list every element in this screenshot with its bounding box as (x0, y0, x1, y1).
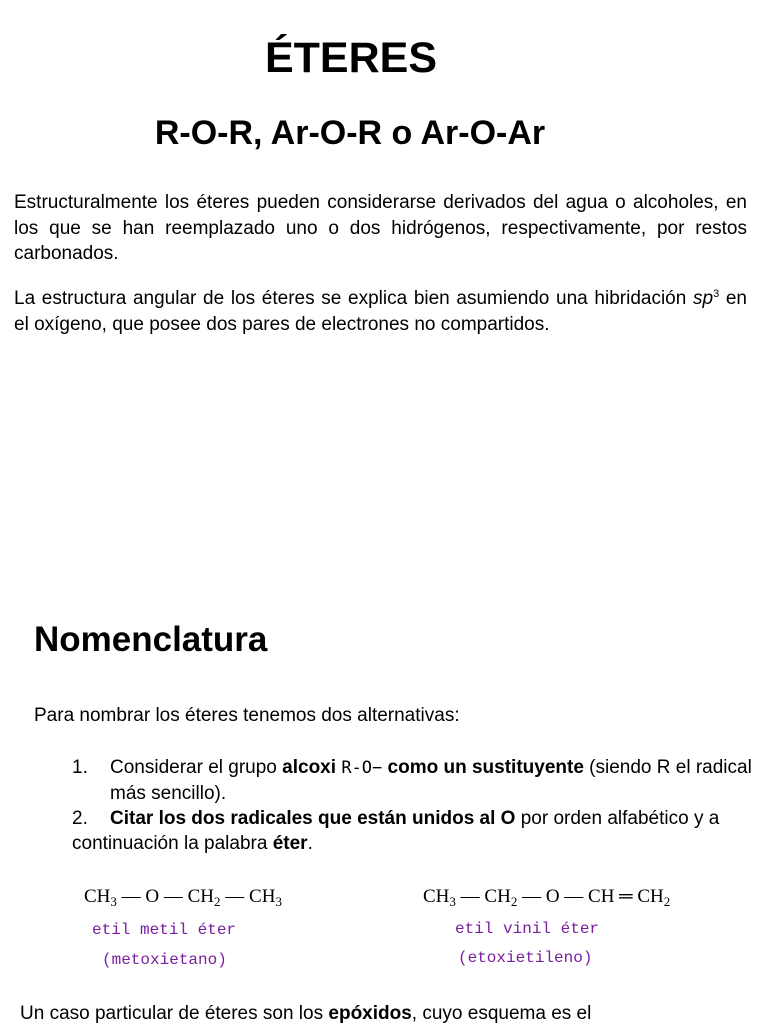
list-item (72, 755, 762, 806)
formula-subscript: 3 (110, 894, 117, 909)
compound-iupac-name: (etoxietileno) (458, 949, 593, 967)
paragraph-hybridization (14, 286, 747, 337)
list-text: Considerar el grupo (110, 757, 283, 778)
sp-superscript: 3 (713, 288, 720, 300)
list-number: 1. (72, 757, 88, 778)
formula-subscript: 2 (510, 894, 518, 909)
list-bold: Citar los dos radicales que están unidos al O (110, 808, 516, 829)
formula-part: — CH (455, 886, 511, 907)
paragraph-text-before: La estructura angular de los éteres se explica bien asumiendo una hibridación (14, 288, 693, 309)
compound-name: etil vinil éter (455, 920, 600, 938)
page-subtitle: R-O-R, Ar-O-R o Ar-O-Ar (154, 114, 546, 152)
intro-text: Para nombrar los éteres tenemos dos alternativas: (34, 705, 460, 726)
paragraph-structure: Estructuralmente los éteres pueden considerarse derivados del agua o alcoholes, en los que se han reemplazado uno o dos hidrógenos, respectivamente, por restos carbonados. (14, 192, 747, 264)
epoxide-text (20, 1003, 591, 1025)
formula-part: CH (84, 886, 111, 907)
list-bold: alcoxi (282, 757, 337, 778)
list-text: por orden alfabético y a continuación la palabra (72, 808, 720, 854)
section-heading: Nomenclatura (34, 620, 268, 659)
list-bold: como un sustituyente (387, 757, 584, 778)
text-bold: epóxidos (328, 1003, 412, 1024)
formula-part: — O — CH ═ CH (517, 886, 664, 907)
page-title: ÉTERES (264, 34, 438, 82)
formula-ethyl-methyl-ether (84, 886, 282, 908)
formula-part: — O — CH (116, 886, 215, 907)
list-item (72, 806, 762, 856)
paragraph-text-after: en el oxígeno, que posee dos pares de electrones no compartidos. (14, 288, 747, 335)
formula-subscript: 2 (214, 894, 221, 909)
formula-ethyl-vinyl-ether (423, 886, 670, 908)
compound-iupac-name: (metoxietano) (102, 951, 227, 969)
formula-subscript: 3 (449, 894, 456, 909)
list-text: (siendo R el radical más sencillo). (110, 757, 752, 804)
formula-subscript: 3 (275, 894, 282, 909)
sp-term: sp (692, 288, 714, 309)
list-text: . (307, 833, 313, 854)
formula-part: — CH (220, 886, 276, 907)
text-part: , cuyo esquema es el (411, 1003, 592, 1024)
formula-part: CH (423, 886, 450, 907)
list-number: 2. (72, 808, 88, 829)
nomenclature-list (72, 755, 762, 856)
text-part: Un caso particular de éteres son los (20, 1003, 329, 1024)
compound-name: etil metil éter (92, 921, 237, 939)
formula-subscript: 2 (663, 894, 671, 909)
list-bold: éter (272, 833, 308, 854)
alkoxy-formula: R-O− (341, 758, 383, 778)
